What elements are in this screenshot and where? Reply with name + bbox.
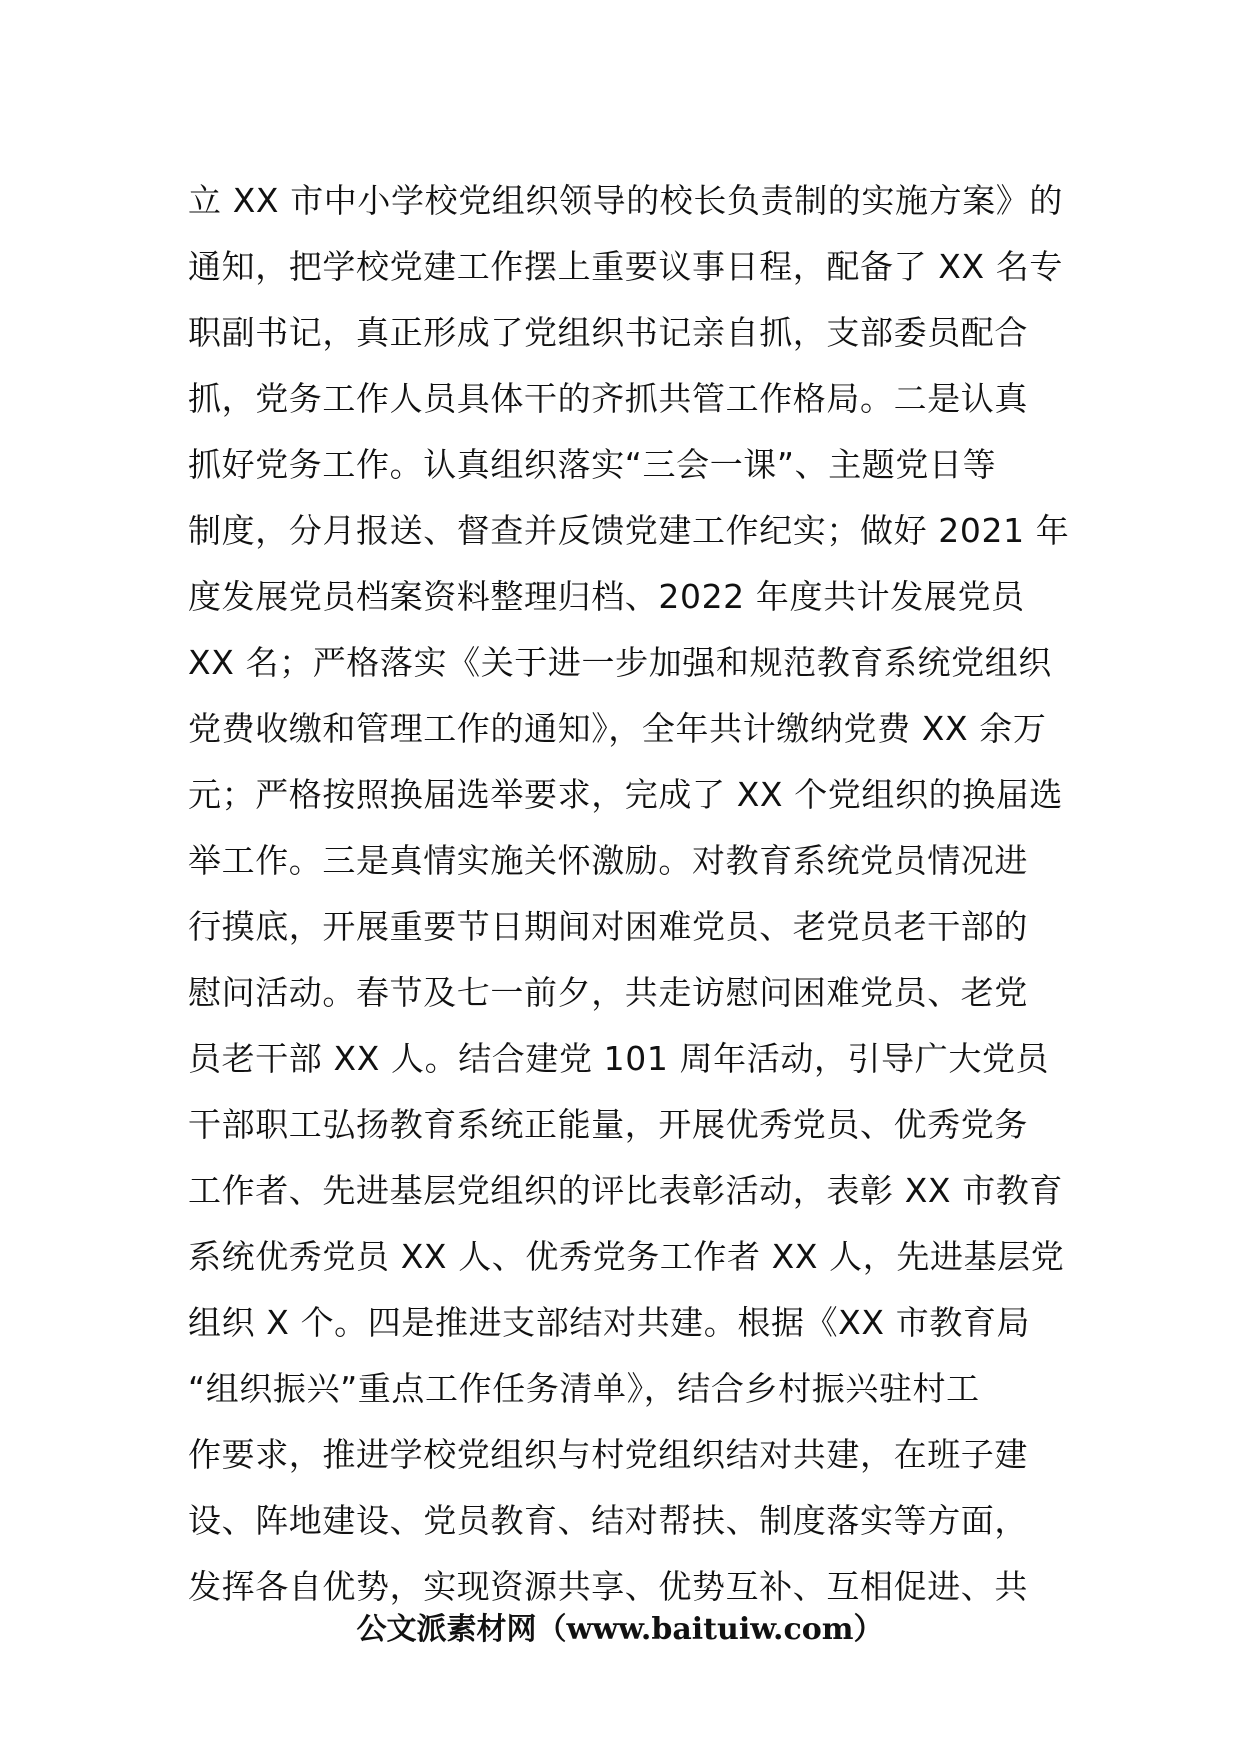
text-line: 工作者、先进基层党组织的评比表彰活动，表彰 XX 市教育: [188, 1171, 1063, 1210]
text-line: 元；严格按照换届选举要求，完成了 XX 个党组织的换届选: [188, 775, 1063, 814]
text-line: 干部职工弘扬教育系统正能量，开展优秀党员、优秀党务: [188, 1105, 1028, 1144]
footer-source-note: 公文派素材网（www.baituiw.com）: [356, 1612, 884, 1647]
text-line: 作要求，推进学校党组织与村党组织结对共建，在班子建: [188, 1435, 1028, 1474]
text-line: 抓好党务工作。认真组织落实“三会一课”、主题党日等: [188, 445, 997, 484]
text-line: 职副书记，真正形成了党组织书记亲自抓，支部委员配合: [188, 313, 1028, 352]
text-line: 发挥各自优势，实现资源共享、优势互补、互相促进、共: [188, 1567, 1028, 1606]
text-line: 度发展党员档案资料整理归档、2022 年度共计发展党员: [188, 577, 1025, 616]
text-line: 慰问活动。春节及七一前夕，共走访慰问困难党员、老党: [188, 973, 1028, 1012]
text-line: 党费收缴和管理工作的通知》，全年共计缴纳党费 XX 余万: [188, 709, 1047, 748]
text-line: 组织 X 个。四是推进支部结对共建。根据《XX 市教育局: [188, 1303, 1031, 1342]
text-line: 行摸底，开展重要节日期间对困难党员、老党员老干部的: [188, 907, 1028, 946]
text-line: 设、阵地建设、党员教育、结对帮扶、制度落实等方面，: [188, 1501, 1028, 1540]
text-line: 通知，把学校党建工作摆上重要议事日程，配备了 XX 名专: [188, 247, 1063, 286]
text-line: 立 XX 市中小学校党组织领导的校长负责制的实施方案》的: [188, 181, 1063, 220]
text-line: 抓，党务工作人员具体干的齐抓共管工作格局。二是认真: [188, 379, 1028, 418]
text-line: 举工作。三是真情实施关怀激励。对教育系统党员情况进: [188, 841, 1028, 880]
text-line: 系统优秀党员 XX 人、优秀党务工作者 XX 人，先进基层党: [188, 1237, 1065, 1276]
text-line: 员老干部 XX 人。结合建党 101 周年活动，引导广大党员: [188, 1039, 1050, 1078]
body-text: [188, 168, 1068, 1620]
text-line: XX 名；严格落实《关于进一步加强和规范教育系统党组织: [188, 643, 1052, 682]
text-line: “组织振兴”重点工作任务清单》，结合乡村振兴驻村工: [188, 1369, 980, 1408]
text-line: 制度，分月报送、督查并反馈党建工作纪实；做好 2021 年: [188, 511, 1070, 550]
